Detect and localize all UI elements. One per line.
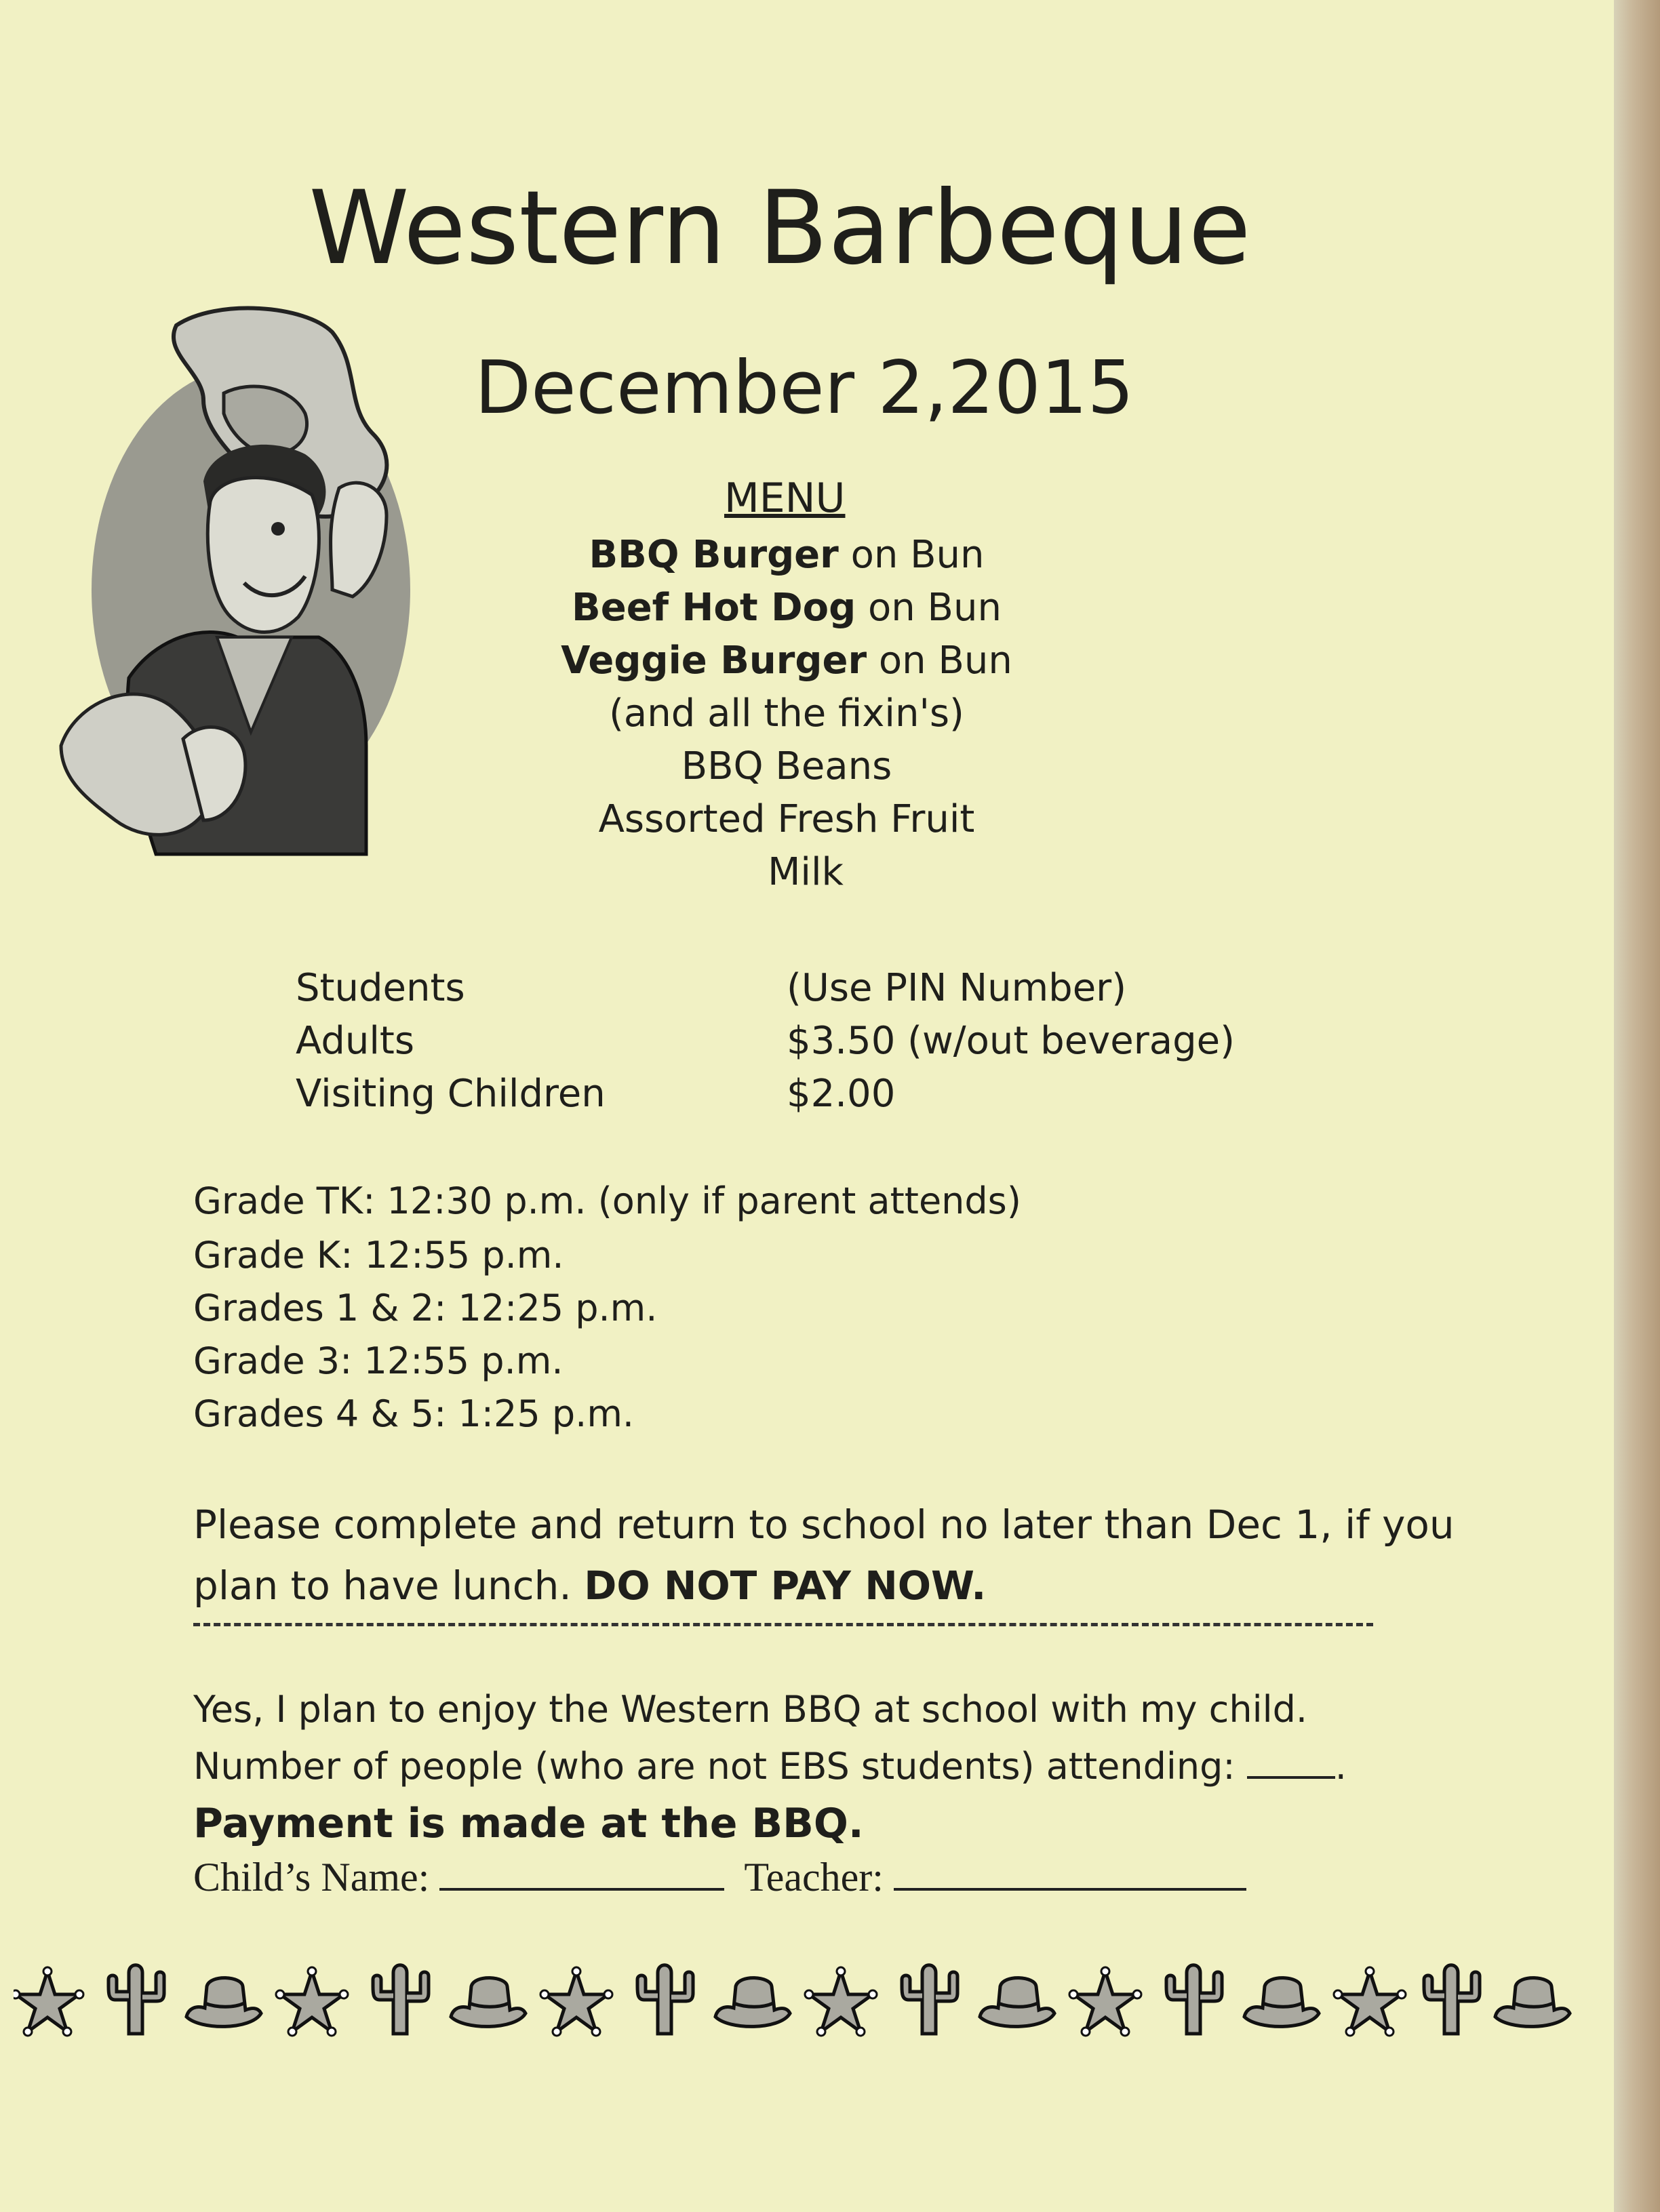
sheriff-star-icon — [805, 1967, 877, 2036]
menu-item: Assorted Fresh Fruit — [598, 797, 975, 841]
menu-item: Veggie Burger on Bun — [561, 639, 1012, 683]
cowboy-hat-icon — [715, 1978, 790, 2027]
price-row — [296, 966, 1245, 1013]
sheriff-star-icon — [14, 1967, 83, 2036]
do-not-pay-now: DO NOT PAY NOW. — [584, 1563, 987, 1609]
return-note-line: plan to have lunch. DO NOT PAY NOW. — [193, 1563, 987, 1609]
cowboy-hat-icon — [1244, 1978, 1319, 2027]
child-name-field[interactable] — [439, 1854, 724, 1891]
child-name-label: Child’s Name: — [193, 1855, 430, 1899]
cactus-icon — [108, 1965, 164, 2034]
teacher-label: Teacher: — [744, 1855, 884, 1899]
price-value: (Use PIN Number) — [787, 966, 1127, 1010]
teacher-field[interactable] — [894, 1854, 1246, 1891]
sheriff-star-icon — [276, 1967, 348, 2036]
cactus-icon — [1424, 1965, 1480, 2034]
grade-time: Grade 3: 12:55 p.m. — [193, 1340, 564, 1382]
attendee-count-field[interactable] — [1247, 1742, 1335, 1779]
price-row — [296, 1019, 1245, 1066]
return-note-line: Please complete and return to school no later than Dec 1, if you — [193, 1502, 1455, 1548]
menu-item: BBQ Beans — [681, 744, 892, 788]
attendee-count-line: Number of people (who are not EBS students) attending: . — [193, 1742, 1347, 1788]
flyer-title: Western Barbeque — [309, 169, 1251, 287]
price-label: Students — [296, 966, 465, 1010]
page-edge — [1614, 0, 1660, 2212]
grade-time: Grade K: 12:55 p.m. — [193, 1234, 564, 1276]
menu-list — [515, 529, 1058, 899]
price-label: Visiting Children — [296, 1072, 606, 1116]
menu-item: Beef Hot Dog on Bun — [572, 586, 1002, 630]
payment-note: Payment is made at the BBQ. — [193, 1800, 864, 1847]
cactus-icon — [373, 1965, 429, 2034]
cactus-icon — [1166, 1965, 1222, 2034]
cowboy-illustration — [47, 298, 427, 868]
cut-line — [193, 1623, 1373, 1626]
cactus-icon — [902, 1965, 957, 2034]
cowboy-hat-icon — [980, 1978, 1054, 2027]
name-teacher-line — [193, 1854, 1246, 1901]
price-label: Adults — [296, 1019, 415, 1063]
event-date: December 2,2015 — [475, 346, 1134, 430]
sheriff-star-icon — [540, 1967, 612, 2036]
cowboy-hat-icon — [1495, 1978, 1570, 2027]
sheriff-star-icon — [1069, 1967, 1141, 2036]
rsvp-statement: Yes, I plan to enjoy the Western BBQ at school with my child. — [193, 1688, 1308, 1731]
grade-time: Grades 1 & 2: 12:25 p.m. — [193, 1287, 658, 1329]
menu-heading: MENU — [724, 475, 846, 522]
sheriff-star-icon — [1334, 1967, 1406, 2036]
price-value: $3.50 (w/out beverage) — [787, 1019, 1235, 1063]
grade-time: Grade TK: 12:30 p.m. (only if parent attends) — [193, 1180, 1021, 1222]
price-value: $2.00 — [787, 1072, 896, 1116]
grade-time: Grades 4 & 5: 1:25 p.m. — [193, 1392, 635, 1435]
cactus-icon — [637, 1965, 693, 2034]
cowboy-hat-icon — [186, 1978, 261, 2027]
menu-item: Milk — [768, 850, 844, 894]
price-row — [296, 1072, 1245, 1119]
menu-item: (and all the fixin's) — [609, 691, 964, 736]
cowboy-hat-icon — [451, 1978, 526, 2027]
western-border — [14, 1952, 1573, 2061]
menu-item: BBQ Burger on Bun — [589, 533, 985, 577]
